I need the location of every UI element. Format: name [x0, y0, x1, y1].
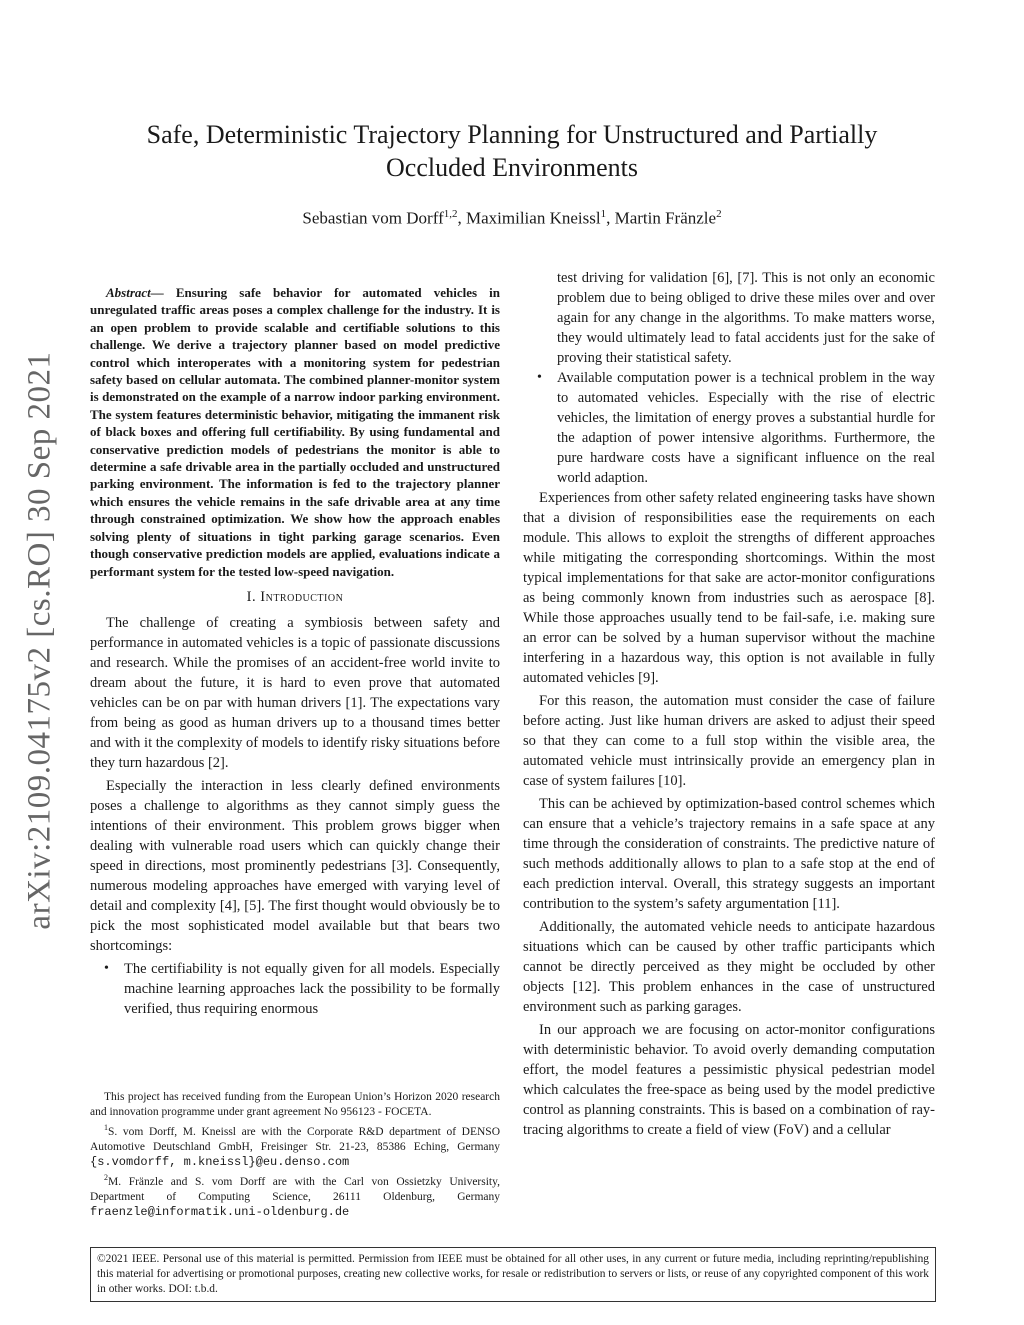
intro-paragraph: The challenge of creating a symbiosis between safety and performance in automated vehicles is a topic of passionate discussions and research. While the promises of an accident-free world invite to dream about the future, it is hard to even prove that automated vehicles can be on par with human drivers [1]. The expectations vary from being as good as human drivers up to a thousand times better and with it the complexity of models to identify risky situations before they turn hazardous [2].	[90, 614, 500, 771]
copyright-notice	[90, 1247, 936, 1302]
right-column	[523, 268, 935, 1143]
bullet-icon: •	[104, 960, 109, 976]
bullet-text: The certifiability is not equally given for all models. Especially machine learning approaches lack the possibility to be formally verified, thus requiring enormous	[124, 960, 500, 1017]
abstract	[90, 284, 500, 580]
author-affiliation: 2	[716, 208, 722, 220]
footnote-marker: 2	[104, 1172, 108, 1182]
body-paragraph: For this reason, the automation must consider the case of failure before acting. Just like human drivers are asked to adjust their speed so that they can come to a full stop within the visible area, the automated vehicle must intrinsically provide an emergency plan in case of system failures [10].	[523, 693, 935, 789]
footnotes	[90, 1090, 500, 1220]
author-affiliation: 1	[600, 208, 607, 220]
abstract-label: Abstract—	[106, 285, 164, 300]
intro-paragraph: Especially the interaction in less clearly defined environments poses a challenge to algorithms as they cannot simply guess the intentions of their environment. This problem grows bigger when dealing with vulnerable road users which can quickly change their speed in directions, most prominently pedestrians [3]. Consequently, numerous modeling approaches have emerged with varying level of detail and complexity [4], [5]. The first thought would obviously be to pick the most sophisticated model available but that bears two shortcomings:	[90, 777, 500, 954]
bullet-item	[537, 368, 935, 488]
copyright-text: ©2021 IEEE. Personal use of this material is permitted. Permission from IEEE must be obtained for all other uses, in any current or future media, including reprinting/republishing this material for advertising or promotional purposes, creating new collective works, for resale or redistribution to servers or lists, or reuse of any copyrighted component of this work in other works. DOI: t.b.d.	[97, 1253, 929, 1295]
author-name: Sebastian vom Dorff	[302, 208, 444, 228]
left-column	[90, 284, 500, 1019]
funding-footnote: This project has received funding from the European Union’s Horizon 2020 research and innovation programme under grant agreement No 956123 - FOCETA.	[90, 1091, 500, 1118]
footnote-text: S. vom Dorff, M. Kneissl are with the Corporate R&D department of DENSO Automotive Deutschland GmbH, Freisinger Str. 21-23, 85386 Eching, Germany	[90, 1125, 500, 1153]
author-separator: ,	[457, 208, 466, 228]
footnote-marker: 1	[104, 1123, 108, 1132]
body-paragraph: Additionally, the automated vehicle needs to anticipate hazardous situations which can be caused by other traffic participants which cannot be directly perceived as they might be occluded by other objects [12]. This problem enhances in the case of unstructured environment such as parking garages.	[523, 919, 935, 1015]
footnote-email: {s.vomdorff, m.kneissl}@eu.denso.com	[90, 1154, 350, 1169]
body-paragraph: Experiences from other safety related engineering tasks have shown that a division of responsibilities ease the requirements on each module. This allows to exploit the strengths of different approaches while mitigating the corresponding shortcomings. Within the most typical implementations for that sake are actor-monitor configurations as being commonly known from industries such as aerospace [8]. While those approaches usually tend to be fail-safe, i.e. making sure an error can be solved by a human supervisor without the machine interfering in a hazardous way, this option is not available in fully automated vehicles [9].	[523, 490, 935, 686]
footnote-2	[90, 1170, 500, 1220]
section-heading	[90, 589, 500, 606]
title-line-1: Safe, Deterministic Trajectory Planning for Unstructured and Partially	[146, 120, 878, 149]
body-paragraph: In our approach we are focusing on actor-monitor configurations with deterministic behavior. To avoid overly demanding computation effort, the model features a pessimistic physical pedestrian model which calculates the free-space as being used by the model predictive control as planning constraints. This is based on a combination of ray-tracing algorithms to create a field of view (FoV) and a cellular	[523, 1022, 935, 1138]
footnote-1	[90, 1120, 500, 1170]
author-affiliation: 1,2	[443, 208, 458, 220]
author-separator: ,	[606, 208, 615, 228]
section-title: Introduction	[260, 588, 344, 605]
author-list	[90, 208, 934, 229]
author-name: Martin Fränzle	[614, 208, 717, 228]
arxiv-stamp-text: arXiv:2109.04175v2 [cs.RO] 30 Sep 2021	[21, 350, 58, 930]
paper-title	[90, 118, 934, 184]
footnote-text: M. Fränzle and S. vom Dorff are with the Carl von Ossietzky University, Department of Computing Science, 26111 Oldenburg, Germany	[90, 1175, 500, 1203]
body-paragraph: This can be achieved by optimization-based control schemes which can ensure that a vehicle’s trajectory remains in a safe space at any time through the consideration of constraints. The predictive nature of such methods additionally allows to plan to a safe stop at the end of each prediction interval. Overall, this strategy suggests an important contribution to the system’s safety argumentation [11].	[523, 796, 935, 912]
section-number: I.	[246, 588, 261, 605]
bullet-item	[104, 959, 500, 1019]
footnote-email: fraenzle@informatik.uni-oldenburg.de	[90, 1204, 350, 1219]
bullet-list	[90, 959, 500, 1019]
bullet-text: Available computation power is a technical problem in the way to automated vehicles. Especially with the rise of electric vehicles, the limitation of energy proves a substantial hurdle for the adaption of power intensive algorithms. Furthermore, the pure hardware costs have a significant influence on the real world adaption.	[557, 370, 935, 486]
title-line-2: Occluded Environments	[386, 153, 638, 182]
bullet-text: test driving for validation [6], [7]. This is not only an economic problem due to being obliged to drive these miles over and over again for any change in the algorithms. To make matters worse, they would ultimately lead to fatal accidents just for the sake of proving their statistical safety.	[557, 270, 935, 366]
bullet-item-continued	[557, 268, 935, 368]
bullet-icon: •	[537, 370, 542, 385]
author-name: Maximilian Kneissl	[466, 208, 601, 228]
bullet-list	[523, 268, 935, 488]
abstract-text: Ensuring safe behavior for automated vehicles in unregulated traffic areas poses a complex challenge for the industry. It is an open problem to provide scalable and certifiable solutions to this challenge. We derive a trajectory planner based on model predictive control which interoperates with a monitoring system for pedestrian safety based on cellular automata. The combined planner-monitor system is demonstrated on the example of a narrow indoor parking environment. The system features deterministic behavior, mitigating the immanent risk of black boxes and offering full certifiability. By using fundamental and conservative prediction models of pedestrians the monitor is able to determine a safe drivable area in the partially occluded and unstructured parking environment. The information is fed to the trajectory planner which ensures the vehicle remains in the safe drivable area at any time through constrained optimization. We show how the approach enables solving plenty of situations in tight parking garage scenarios. Even though conservative prediction models are applied, evaluations indicate a performant system for the tested low-speed navigation.	[90, 285, 500, 579]
arxiv-stamp	[8, 330, 72, 950]
